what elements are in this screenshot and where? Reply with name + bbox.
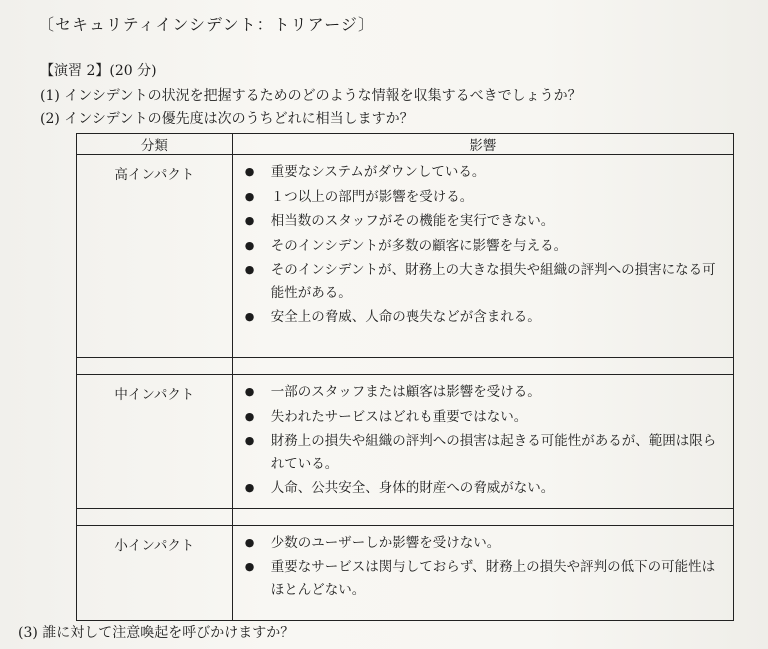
question-2: (2) インシデントの優先度は次のうちどれに相当しますか？: [40, 111, 414, 127]
header-impact: 影響: [232, 134, 733, 155]
question-1: (1) インシデントの状況を把握するためのどのような情報を収集するべきでしょうか？: [40, 88, 582, 104]
page-title: 〔セキュリティインシデント：トリアージ〕: [38, 15, 376, 34]
table-row-high: [77, 155, 734, 358]
triage-table: [76, 133, 734, 621]
category-medium: 中インパクト: [77, 375, 233, 509]
table-spacer: [77, 508, 734, 525]
list-item: ● 重要なシステムがダウンしている。: [243, 161, 723, 184]
list-item: ● 重要なサービスは関与しておらず、財務上の損失や評判の低下の可能性はほとんどない。: [243, 556, 723, 601]
table-header-row: [77, 134, 734, 155]
table-row-low: [77, 525, 734, 620]
impact-medium: [232, 375, 733, 509]
list-item: ● 財務上の損失や組織の評判への損害は起きる可能性があるが、範囲は限られている。: [243, 430, 723, 475]
list-item: ● そのインシデントが多数の顧客に影響を与える。: [243, 235, 723, 258]
category-high: 高インパクト: [77, 155, 233, 358]
list-item: ● 失われたサービスはどれも重要ではない。: [243, 406, 723, 429]
list-item: ● 相当数のスタッフがその機能を実行できない。: [243, 210, 723, 233]
list-item: ● 少数のユーザーしか影響を受けない。: [243, 532, 723, 555]
question-3: (3) 誰に対して注意喚起を呼びかけますか？: [18, 625, 295, 641]
list-item: ● 人命、公共安全、身体的財産への脅威がない。: [243, 477, 723, 500]
list-item: ● 一部のスタッフまたは顧客は影響を受ける。: [243, 381, 723, 404]
header-category: 分類: [77, 134, 233, 155]
list-item: ● そのインシデントが、財務上の大きな損失や組織の評判への損害になる可能性がある。: [243, 259, 723, 304]
category-low: 小インパクト: [77, 525, 233, 620]
exercise-heading: 【演習 2】(20 分): [40, 63, 157, 79]
impact-high: [232, 155, 733, 358]
impact-low: [232, 525, 733, 620]
list-item: ● １つ以上の部門が影響を受ける。: [243, 186, 723, 209]
list-item: ● 安全上の脅威、人命の喪失などが含まれる。: [243, 306, 723, 329]
table-row-medium: [77, 375, 734, 509]
table-spacer: [77, 358, 734, 375]
